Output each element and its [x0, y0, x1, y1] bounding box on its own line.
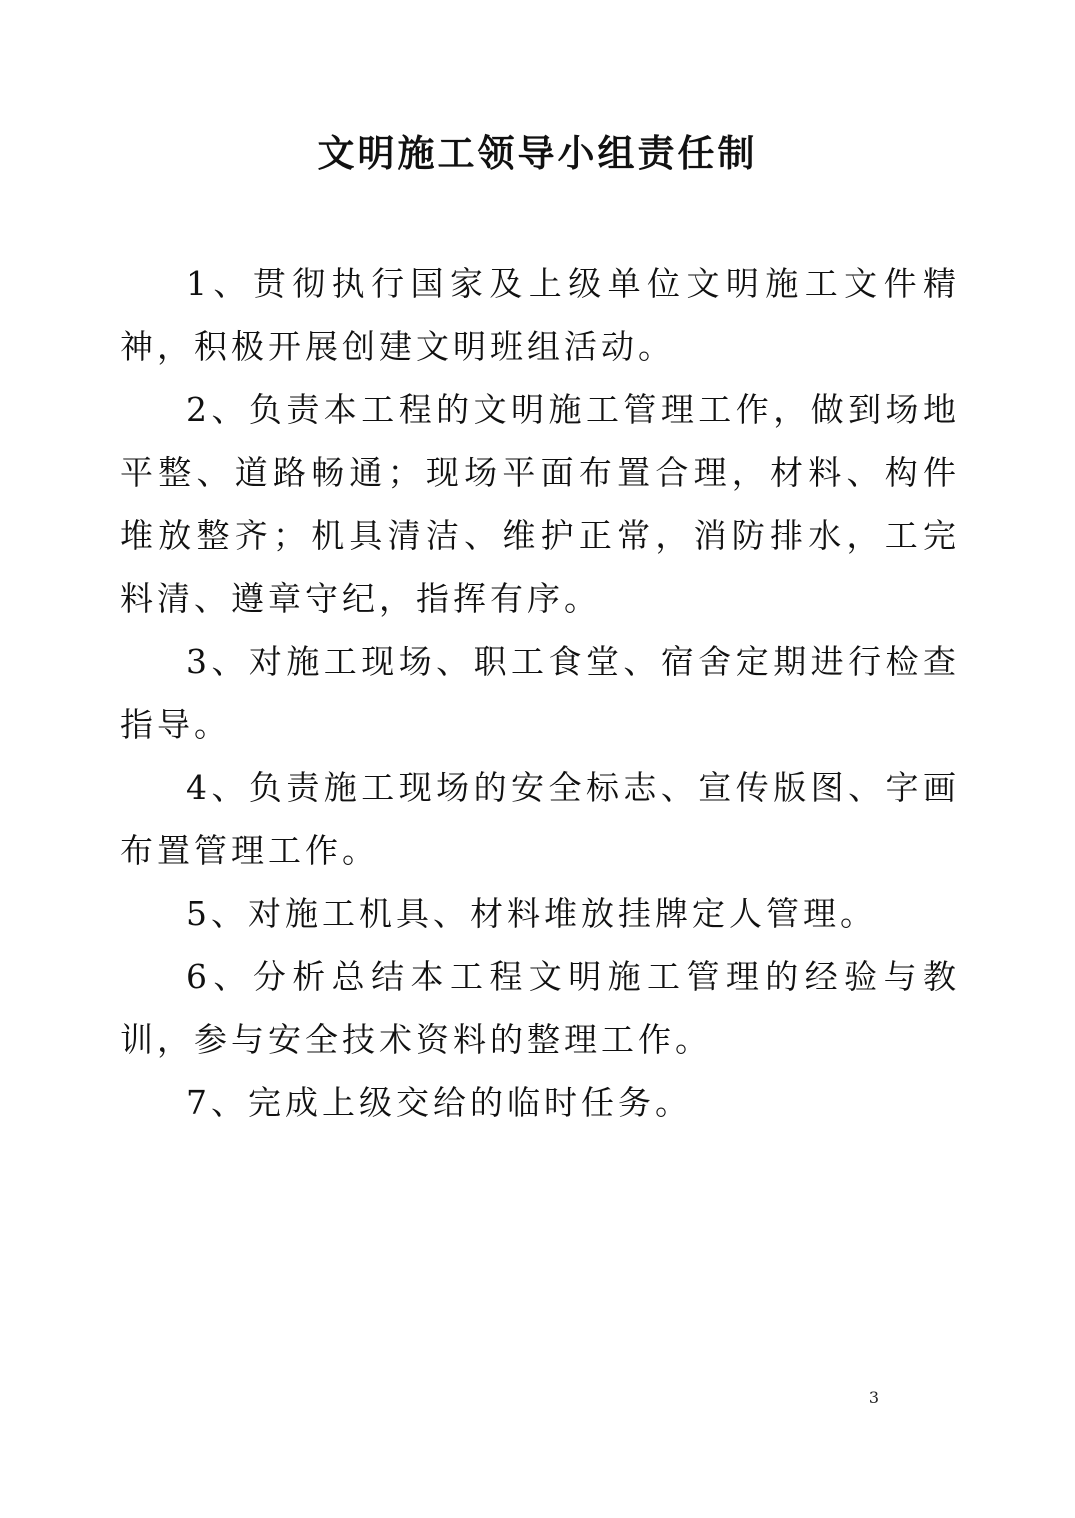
- list-item: 6、分析总结本工程文明施工管理的经验与教训，参与安全技术资料的整理工作。: [120, 957, 960, 1059]
- list-item: 2、负责本工程的文明施工管理工作，做到场地平整、道路畅通；现场平面布置合理，材料、构件堆放整齐；机具清洁、维护正常，消防排水，工完料清、遵章守纪，指挥有序。: [120, 390, 960, 618]
- responsibility-list: [120, 252, 960, 1134]
- list-item: 7、完成上级交给的临时任务。: [186, 1083, 692, 1122]
- list-item: 3、对施工现场、职工食堂、宿舍定期进行检查指导。: [120, 642, 960, 744]
- page-number: 3: [868, 1388, 880, 1407]
- list-item: 5、对施工机具、材料堆放挂牌定人管理。: [186, 894, 877, 933]
- list-item: 4、负责施工现场的安全标志、宣传版图、字画布置管理工作。: [120, 768, 960, 870]
- list-item: 1、贯彻执行国家及上级单位文明施工文件精神，积极开展创建文明班组活动。: [120, 264, 960, 366]
- document-title: 文明施工领导小组责任制: [317, 131, 758, 175]
